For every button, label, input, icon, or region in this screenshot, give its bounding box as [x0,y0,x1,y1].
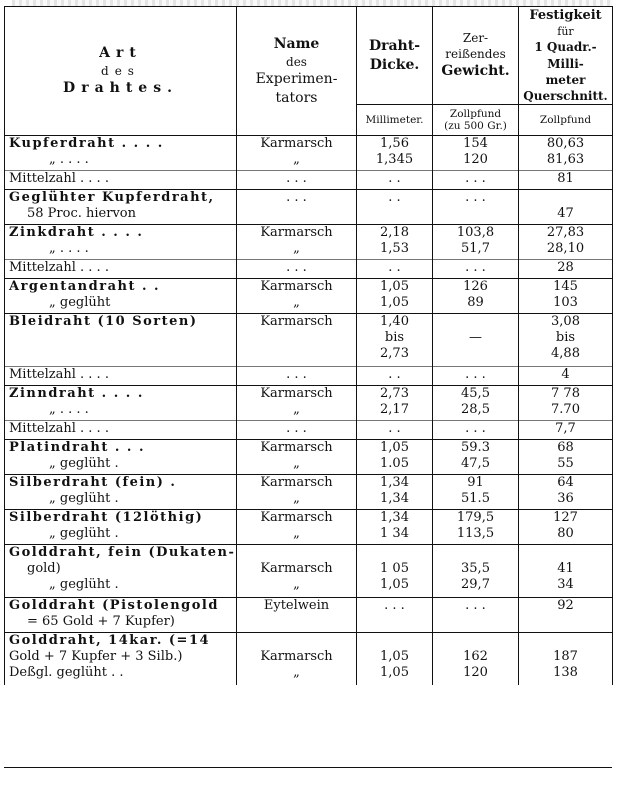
cell-dicke [357,136,433,171]
cell-name-line: Karmarsch [260,386,333,402]
cell-gewicht [433,386,519,421]
cell-art-line: „ geglüht . [49,577,119,593]
cell-name-line [239,545,354,561]
cell-gewicht-line: 91 [467,475,484,491]
table-row [5,171,613,190]
cell-art [5,314,237,367]
cell-festigkeit-line: 64 [557,475,574,491]
wire-strength-table [4,6,613,685]
cell-name-line [239,633,354,649]
cell-name [237,510,357,545]
cell-art [5,171,237,190]
table-row [5,545,613,598]
cell-art-line: Silberdraht (12löthig) [9,510,204,526]
cell-art-line: Mittelzahl . . . . [9,260,109,276]
cell-dicke-line: . . [388,171,401,187]
cell-gewicht-line: — [469,330,482,346]
header-dicke-line: Draht- [368,37,421,54]
cell-dicke-line: 1,56 [380,136,409,152]
cell-dicke [357,440,433,475]
cell-art [5,545,237,598]
cell-festigkeit [519,421,613,440]
cell-dicke-line: 2,73 [380,346,409,362]
cell-festigkeit-line: 81,63 [546,152,585,168]
cell-art [5,190,237,225]
cell-festigkeit [519,510,613,545]
header-name-line: tators [275,89,318,106]
cell-name [237,386,357,421]
cell-name-line: Karmarsch [260,314,333,330]
cell-festigkeit [519,190,613,225]
cell-dicke-line: 1,05 [380,279,409,295]
table-row [5,510,613,545]
cell-gewicht [433,633,519,686]
cell-art-line: „ geglüht [49,295,111,311]
cell-dicke-line: 2,17 [380,402,409,418]
cell-gewicht-line: 89 [467,295,484,311]
cell-festigkeit [519,225,613,260]
cell-dicke [357,475,433,510]
cell-gewicht-line [435,545,516,561]
table-row [5,475,613,510]
cell-dicke-line: 1,34 [380,475,409,491]
cell-art-line: Mittelzahl . . . . [9,171,109,187]
cell-gewicht-line: 154 [463,136,488,152]
cell-dicke-line: 1 05 [380,561,409,577]
cell-gewicht [433,545,519,598]
cell-name-line: Karmarsch [260,510,333,526]
header-festigkeit-line: Querschnitt. [523,88,608,103]
cell-art-line: Golddraht, 14kar. (=14 [9,633,211,649]
cell-name-line: Eytelwein [263,598,330,614]
cell-gewicht [433,171,519,190]
cell-name [237,545,357,598]
cell-art [5,598,237,633]
cell-festigkeit [519,260,613,279]
cell-gewicht-line: 28,5 [461,402,490,418]
cell-dicke [357,260,433,279]
cell-name [237,421,357,440]
cell-festigkeit-line: 34 [557,577,574,593]
cell-art-line: „ . . . . [49,402,89,418]
unit-dicke-text: Millimeter. [365,114,424,127]
cell-art [5,136,237,171]
header-gewicht [433,7,519,105]
cell-art [5,510,237,545]
cell-festigkeit-line [521,545,610,561]
cell-festigkeit-line [521,633,610,649]
cell-name-line: . . . [286,190,307,206]
cell-art [5,279,237,314]
cell-name-line: „ [293,456,300,472]
cell-name-line: „ [293,295,300,311]
cell-art-line: Silberdraht (fein) . [9,475,177,491]
header-festigkeit-line: Festigkeit [529,8,602,23]
unit-gewicht-line: (zu 500 Gr.) [444,120,507,133]
cell-name [237,171,357,190]
header-art-line: Drahtes. [63,80,178,97]
cell-gewicht-line: 103,8 [456,225,495,241]
table-row [5,279,613,314]
cell-gewicht [433,279,519,314]
cell-art-line: „ . . . . [49,152,89,168]
cell-name-line: Karmarsch [260,561,333,577]
header-gewicht-line: reißendes [445,47,506,62]
cell-festigkeit-line: 145 [553,279,578,295]
cell-festigkeit-line: 3,08 [551,314,580,330]
cell-gewicht [433,421,519,440]
cell-name [237,475,357,510]
bottom-rule [4,767,612,768]
cell-art-line: 58 Proc. hiervon [27,206,136,222]
cell-festigkeit-line: 7.70 [551,402,580,418]
cell-gewicht-line: . . . [465,598,486,614]
cell-dicke [357,545,433,598]
cell-festigkeit-line: 68 [557,440,574,456]
cell-gewicht-line: 113,5 [456,526,495,542]
cell-dicke-line: . . [388,260,401,276]
header-art [5,7,237,136]
cell-name-line: Karmarsch [260,649,333,665]
header-name-line: Experimen- [255,70,338,87]
cell-festigkeit-line: 127 [553,510,578,526]
cell-festigkeit-line: 80 [557,526,574,542]
cell-festigkeit [519,475,613,510]
cell-gewicht-line: 179,5 [456,510,495,526]
cell-art-line: Argentandraht . . [9,279,161,295]
unit-dicke [357,105,433,136]
cell-art [5,367,237,386]
cell-art-line: Golddraht (Pistolengold [9,598,219,614]
cell-gewicht-line: . . . [465,260,486,276]
cell-gewicht [433,510,519,545]
table-row [5,367,613,386]
header-festigkeit-line: 1 Quadr.-Milli- [534,40,597,71]
cell-dicke [357,225,433,260]
cell-festigkeit-line: 4 [561,367,570,383]
cell-festigkeit-line: 28,10 [546,241,585,257]
header-festigkeit-line: meter [545,72,586,87]
cell-name [237,440,357,475]
table-row [5,260,613,279]
cell-dicke [357,510,433,545]
cell-gewicht-line: 51,7 [461,241,490,257]
cell-festigkeit-line: 28 [557,260,574,276]
cell-art-line: gold) [27,561,61,577]
cell-dicke [357,386,433,421]
cell-festigkeit [519,314,613,367]
cell-art [5,386,237,421]
cell-art-line: Kupferdraht . . . . [9,136,164,152]
unit-gewicht [433,105,519,136]
cell-dicke-line: 1,34 [380,510,409,526]
cell-name-line: . . . [286,421,307,437]
cell-name-line: Karmarsch [260,279,333,295]
cell-gewicht [433,136,519,171]
cell-art [5,225,237,260]
table-row [5,136,613,171]
cell-gewicht-line: . . . [465,367,486,383]
cell-name-line: „ [293,402,300,418]
cell-gewicht [433,260,519,279]
cell-festigkeit-line: 7 78 [551,386,580,402]
cell-art-line: Platindraht . . . [9,440,146,456]
cell-festigkeit [519,136,613,171]
cell-art-line: Golddraht, fein (Dukaten- [9,545,236,561]
table-row [5,633,613,686]
cell-name-line: . . . [286,260,307,276]
table-row [5,421,613,440]
cell-art-line: Zinkdraht . . . . [9,225,144,241]
cell-festigkeit-line: 187 [553,649,578,665]
cell-art-line: Bleidraht (10 Sorten) [9,314,198,330]
header-name-line: Name [273,35,320,52]
cell-art-line: Deßgl. geglüht . . [9,665,124,681]
cell-art [5,475,237,510]
cell-festigkeit-line: 27,83 [546,225,585,241]
cell-festigkeit-line [521,190,610,206]
cell-name [237,314,357,367]
table-row [5,386,613,421]
cell-gewicht-line [435,314,516,330]
cell-name [237,225,357,260]
cell-name [237,190,357,225]
cell-dicke-line: 1,345 [375,152,414,168]
cell-festigkeit-line: 55 [557,456,574,472]
cell-gewicht-line: 120 [463,665,488,681]
cell-festigkeit-line: 36 [557,491,574,507]
cell-art-line: = 65 Gold + 7 Kupfer) [27,614,175,630]
cell-art [5,633,237,686]
header-name-line: des [286,54,307,69]
cell-art-line: Gold + 7 Kupfer + 3 Silb.) [9,649,183,665]
cell-name-line: „ [293,526,300,542]
header-art-line: Art [99,45,142,62]
cell-festigkeit-line: 4,88 [551,346,580,362]
table-row [5,190,613,225]
cell-dicke-line: 1,53 [380,241,409,257]
header-name [237,7,357,136]
table-row [5,314,613,367]
cell-dicke-line: 1 34 [380,526,409,542]
cell-dicke-line: 1,05 [380,577,409,593]
cell-art [5,440,237,475]
cell-festigkeit-line: bis [555,330,576,346]
cell-festigkeit-line: 80,63 [546,136,585,152]
cell-gewicht-line: 120 [463,152,488,168]
cell-gewicht-line: 47,5 [461,456,490,472]
cell-name-line: Karmarsch [260,225,333,241]
cell-dicke-line: 2,73 [380,386,409,402]
cell-name-line: Karmarsch [260,440,333,456]
cell-gewicht-line: 162 [463,649,488,665]
cell-festigkeit-line: 81 [557,171,574,187]
cell-dicke-line: . . . [384,598,405,614]
cell-gewicht-line: . . . [465,421,486,437]
cell-art-line: Mittelzahl . . . . [9,421,109,437]
cell-art-line: Mittelzahl . . . . [9,367,109,383]
cell-dicke-line: 1,05 [380,440,409,456]
cell-dicke [357,633,433,686]
cell-dicke [357,171,433,190]
cell-gewicht-line: 35,5 [461,561,490,577]
cell-name [237,136,357,171]
cell-festigkeit [519,367,613,386]
cell-name-line: „ [293,577,300,593]
cell-gewicht-line: 29,7 [461,577,490,593]
cell-art-line: Geglühter Kupferdraht, [9,190,215,206]
cell-art-line: „ geglüht . [49,491,119,507]
cell-art [5,421,237,440]
cell-festigkeit [519,545,613,598]
cell-art-line: „ . . . . [49,241,89,257]
cell-name [237,598,357,633]
cell-name [237,633,357,686]
header-festigkeit [519,7,613,105]
header-festigkeit-line: für [557,24,574,38]
cell-gewicht-line: 51.5 [461,491,490,507]
cell-art-line: „ geglüht . [49,526,119,542]
cell-dicke [357,421,433,440]
cell-dicke [357,598,433,633]
cell-dicke [357,314,433,367]
table-row [5,598,613,633]
cell-festigkeit-line: 92 [557,598,574,614]
cell-dicke-line: . . [388,367,401,383]
cell-dicke-line: 1.05 [380,456,409,472]
cell-dicke-line: bis [384,330,405,346]
cell-gewicht-line: 126 [463,279,488,295]
cell-dicke-line: 2,18 [380,225,409,241]
cell-festigkeit [519,633,613,686]
cell-name-line: . . . [286,171,307,187]
cell-name-line: . . . [286,367,307,383]
cell-festigkeit [519,386,613,421]
cell-gewicht-line: . . . [465,171,486,187]
cell-gewicht [433,225,519,260]
cell-dicke-line: 1,05 [380,665,409,681]
cell-gewicht [433,367,519,386]
cell-dicke-line: 1,40 [380,314,409,330]
cell-dicke-line: . . [388,190,401,206]
table-row [5,225,613,260]
cell-name [237,260,357,279]
header-dicke-line: Dicke. [369,56,420,73]
cell-art-line: „ geglüht . [49,456,119,472]
cell-gewicht-line: 59.3 [461,440,490,456]
table-row [5,440,613,475]
cell-dicke-line [359,545,430,561]
cell-name [237,279,357,314]
table-body [5,136,613,686]
cell-festigkeit [519,440,613,475]
header-dicke [357,7,433,105]
cell-name-line: Karmarsch [260,136,333,152]
cell-name [237,367,357,386]
cell-dicke [357,190,433,225]
cell-name-line: „ [293,241,300,257]
unit-festigkeit [519,105,613,136]
header-gewicht-line: Gewicht. [441,63,510,80]
cell-gewicht-line [435,633,516,649]
unit-festigkeit-text: Zollpfund [539,114,592,127]
cell-festigkeit [519,171,613,190]
cell-gewicht-line: . . . [465,190,486,206]
cell-name-line: „ [293,665,300,681]
cell-dicke-line: 1,34 [380,491,409,507]
cell-festigkeit-line: 103 [553,295,578,311]
cell-name-line: „ [293,152,300,168]
cell-gewicht [433,440,519,475]
cell-festigkeit-line: 7,7 [555,421,576,437]
cell-festigkeit [519,598,613,633]
cell-art-line: Zinndraht . . . . [9,386,144,402]
cell-gewicht [433,598,519,633]
cell-festigkeit-line: 41 [557,561,574,577]
cell-dicke-line: . . [388,421,401,437]
cell-dicke [357,279,433,314]
unit-gewicht-line: Zollpfund [449,108,502,121]
cell-name-line: „ [293,491,300,507]
cell-dicke-line: 1,05 [380,649,409,665]
cell-gewicht [433,190,519,225]
cell-dicke-line [359,633,430,649]
cell-gewicht-line: 45,5 [461,386,490,402]
cell-dicke [357,367,433,386]
cell-festigkeit [519,279,613,314]
cell-dicke-line: 1,05 [380,295,409,311]
cell-name-line: Karmarsch [260,475,333,491]
cell-gewicht [433,314,519,367]
header-art-line: des [101,63,140,78]
cell-festigkeit-line: 138 [553,665,578,681]
cell-art [5,260,237,279]
cell-festigkeit-line: 47 [557,206,574,222]
cell-gewicht [433,475,519,510]
header-gewicht-line: Zer- [462,30,489,45]
